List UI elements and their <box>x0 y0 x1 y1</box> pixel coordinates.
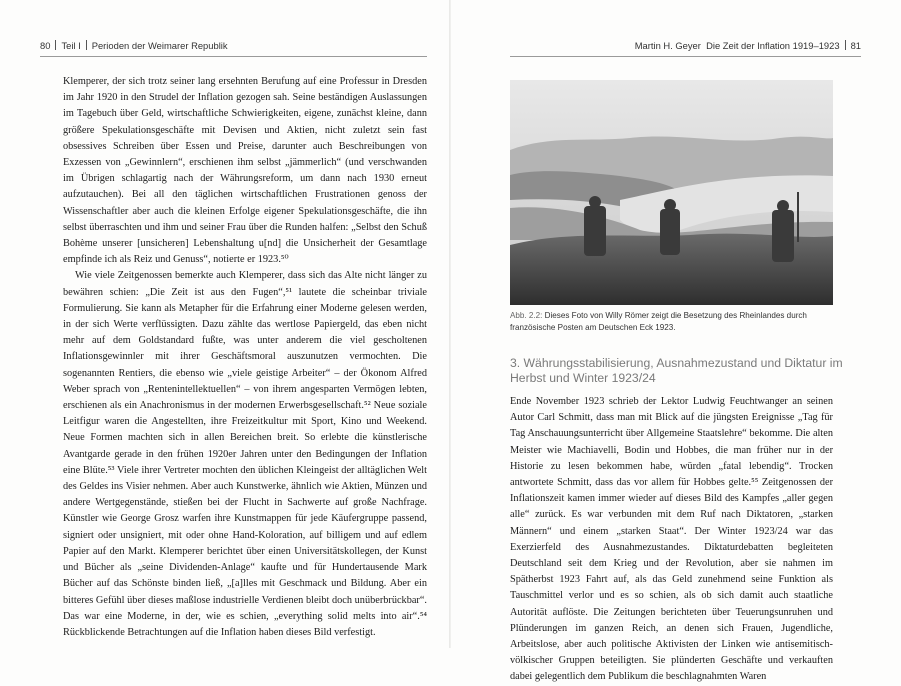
left-head-rule <box>40 56 427 57</box>
left-running-head <box>40 40 228 51</box>
body-paragraph: Wie viele Zeitgenossen bemerkte auch Klemperer, dass sich das Alte nicht länger zu bewähren schien: „Die Zeit ist aus den Fugen“,⁵¹ lautete die scheinbar triviale Formulierung. Sie kann als Metapher für die Erfahrung einer Moderne gelesen werden, in der sich Werte verflüssigten. Dazu zählte das wertlose Papiergeld, das eben nicht mehr auf dem Goldstandard fußte, was unter anderem die viel gescholtenen Inflationsgewinnler mit ihrer Geschäftsmoral auszunutzen vermochten. Die sogenannten Rentiers, die ebenso wie „viele geistige Arbeiter“ – der Ökonom Alfred Weber sprach von „Rentenintellektuellen“ – von ihrem angesparten Vermögen lebten, erschienen als ein Anachronismus in der modernen Erwerbsgesellschaft.⁵² Neue soziale Leitfigur waren die Angestellten, ihre Freizeitkultur mit Sport, Kino und Weekend. Neue Formen machten sich in allen Bereichen breit. So erlebte die künstlerische Avantgarde gerade in den frühen 1920er Jahren unter den Bedingungen der Inflation eine Blüte.⁵³ Viele ihrer Vertreter mochten den üblichen Kleingeist der alltäglichen Welt des Geldes ins Visier nehmen. Aber auch Kunstwerke, ähnlich wie Aktien, Münzen und andere Wertgegenstände, stießen bei der Flucht in Sachwerte auf große Nachfrage. Künstler wie George Grosz warfen ihre Kunstmappen für jede Käufergruppe passend, signiert oder unsigniert, mit oder ohne Hand-Koloration, auf billigem und auf edlem Papier auf den Markt. Klemperer berichtet über einen Universitätskollegen, der Kunst und Bücher als „seine Dividenden-Anlage“ kaufte und für Hundertausende Mark Bücher auf das Schönste binden ließ, „[a]lles mit Geschmack und Bildung. Aber ein bitteres Gefühl über dieses maßlose industrielle Verdienen bleibt doch unüberbrückbar“. Das war eine Moderne, in der, wie es schien, „everything solid melts into air“.⁵⁴ Rückblickende Betrachtungen auf die Inflation haben dieses Bild verfestigt. <box>63 270 427 638</box>
head-separator <box>845 40 846 50</box>
photo-illustration <box>510 80 833 305</box>
chapter-title: Die Zeit der Inflation 1919–1923 <box>706 40 840 51</box>
part-title: Perioden der Weimarer Republik <box>91 40 228 51</box>
rifle <box>797 192 799 242</box>
body-paragraph: Ende November 1923 schrieb der Lektor Ludwig Feuchtwanger an seinen Autor Carl Schmitt, dass man mit Blick auf die jüngsten Ereignisse „Tag für Tag Anschauungsunterricht über Allgemeine Staatslehre“ bekomme. Die alten Meister wie Machiavelli, Bodin und Hobbes, die man früher nur in der Historie zu lesen bekommen habe, würden „fatal lebendig“. Trocken antwortete Schmitt, dass das vor allem für Hobbes gelte.⁵⁵ Zeitgenossen der Inflationszeit kamen immer wieder auf dieses Bild des Kampfes „aller gegen alle“ zurück. Es war verbunden mit dem Ruf nach Diktatoren, „starken Männern“ und einem „starken Staat“. Der Winter 1923/24 war das Exerzierfeld des Ausnahmezustandes. Diktaturdebatten begleiteten Deutschland seit dem Krieg und der Revolution, aber sie nahmen im Spätherbst 1923 Fahrt auf, als das Geld zunehmend seine Funktion als Tauschmittel verlor und es so schien, als ob sich damit auch staatliche Autorität auflöste. Die Zeitungen berichteten über Teuerungsunruhen und Plünderungen im ganzen Reich, an denen sich Frauen, Jugendliche, Arbeitslose, aber auch politische Aktivisten der Linken wie antisemitisch-völkischer Gruppen beteiligten. Sie plünderten Geschäfte und verkauften dabei gelegentlich dem Publikum die beschlagnahmten Waren <box>510 396 833 683</box>
figure-label: Abb. 2.2: <box>510 311 543 320</box>
right-running-head <box>635 40 861 51</box>
figure-caption <box>510 310 840 333</box>
soldier-helmet <box>664 199 676 211</box>
right-head-rule <box>510 56 861 57</box>
head-separator <box>55 40 56 50</box>
left-body-text <box>63 74 427 641</box>
soldier <box>660 209 680 255</box>
soldier-helmet <box>589 196 601 208</box>
head-separator <box>86 40 87 50</box>
right-page-number: 81 <box>850 40 861 51</box>
part-label: Teil I <box>61 40 81 51</box>
body-paragraph: Klemperer, der sich trotz seiner lang ersehnten Berufung auf eine Professur in Dresden im Jahr 1920 in den Strudel der Inflation gezogen sah. Seine beständigen Auslassungen im Tagebuch über Geld, wirtschaftliche Schwierigkeiten, eigene, zunächst kleine, dann größere Spekulationsgeschäfte mit Devisen und Aktien, nicht zuletzt sein fast obsessives Schreiben über Essen und Preise, darunter auch Beschreibungen von Exzessen von „Gewinnlern“, erschienen ihm selbst „jämmerlich“ (und verschwanden im Übrigen schlagartig nach der Währungsreform, um dann nach 1930 erneut aufzutauchen). Bei all den täglichen wirtschaftlichen Frustrationen genoss der Wissenschaftler aber auch die kleinen Erfolge eigener Spekulationsgeschäfte, die ihn selbst überraschten und ihm und seiner Frau über die Runden halfen: „Selbst den Schuß Bohème unserer [unsicheren] Lebenshaltung u[nd] die Unsicherheit der Gesamtlage empfinde ich als Reiz und Genuss“, notierte er 1923.⁵⁰ <box>63 76 427 266</box>
historical-photo <box>510 80 833 305</box>
soldier-helmet <box>777 200 789 212</box>
soldier <box>584 206 606 256</box>
section-heading: 3. Währungsstabilisierung, Ausnahmezustand und Diktatur im Herbst und Winter 1923/24 <box>510 356 843 385</box>
figure-caption-text: Dieses Foto von Willy Römer zeigt die Besetzung des Rheinlandes durch französische Posten am Deutschen Eck 1923. <box>510 311 807 332</box>
left-page-number: 80 <box>40 40 51 51</box>
book-gutter <box>449 0 451 648</box>
right-body-text <box>510 394 833 686</box>
soldier <box>772 210 794 262</box>
chapter-author: Martin H. Geyer <box>634 40 701 51</box>
